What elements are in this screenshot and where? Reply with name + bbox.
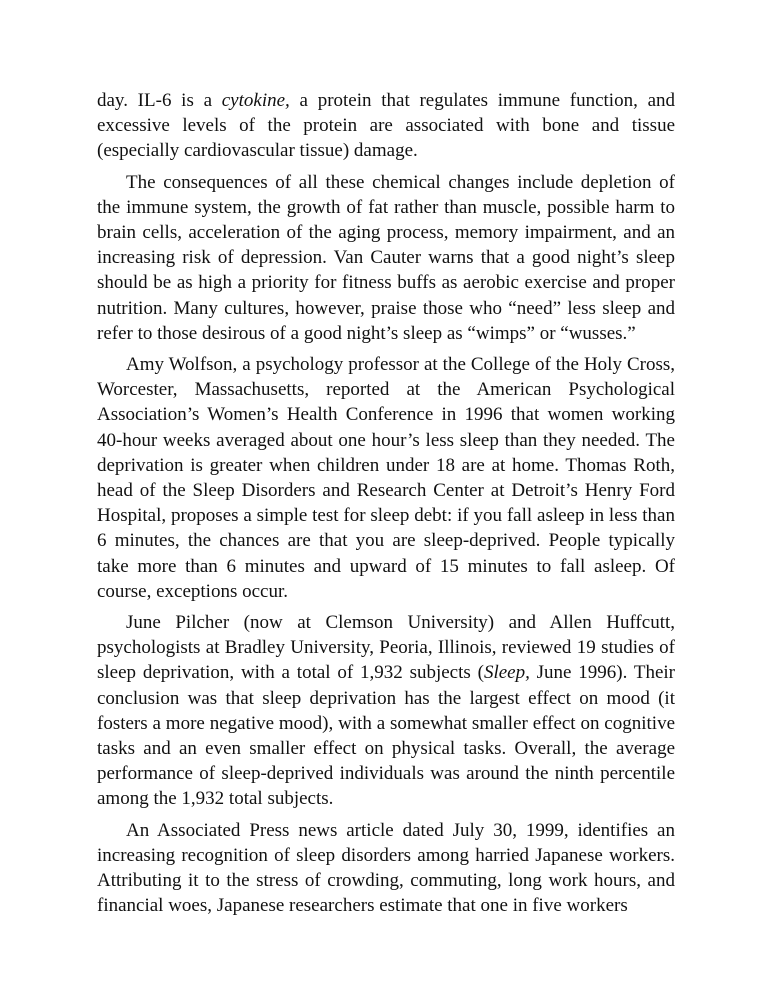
- text-run: An Associated Press news article dated July 30, 1999, identifies an increasing recognition of sleep disorders among harried Japanese workers. Attributing it to the stress of crowding, commuting, long work hours, and financial woes, Japanese researchers estimate that one in five workers: [97, 819, 675, 917]
- text-run-italic: Sleep,: [483, 662, 530, 684]
- text-run: day. IL-6 is a: [97, 90, 222, 111]
- text-run: The consequences of all these chemical changes include depletion of the immune system, the growth of fat rather than muscle, possible harm to brain cells, acceleration of the aging process, memory impairment, and an increasing risk of depression. Van Cauter warns that a good night’s sleep should be as high a priority for fitness buffs as aerobic exercise and proper nutrition. Many cultures, however, praise those who “need” less sleep and refer to those desirous of a good night’s sleep as “wimps” or “wusses.”: [97, 171, 675, 344]
- document-page: [97, 88, 675, 919]
- paragraph-consequences: [97, 170, 675, 346]
- paragraph-associated-press: [97, 818, 675, 919]
- paragraph-il6: [97, 88, 675, 164]
- paragraph-wolfson: [97, 352, 675, 604]
- text-run: June 1996). Their conclusion was that sleep deprivation has the largest effect on mood (it fosters a more negative mood), with a somewhat smaller effect on cognitive tasks and an even smaller effect on physical tasks. Overall, the average performance of sleep-deprived individuals was around the ninth percentile among the 1,932 total subjects.: [97, 662, 675, 810]
- text-run: a protein that regulates immune function, and excessive levels of the protein are associated with bone and tissue (especially cardiovascular tissue) damage.: [97, 90, 675, 162]
- text-run: Amy Wolfson, a psychology professor at the College of the Holy Cross, Worcester, Massachusetts, reported at the American Psychological Association’s Women’s Health Conference in 1996 that women working 40-hour weeks averaged about one hour’s less sleep than they needed. The deprivation is greater when children under 18 are at home. Thomas Roth, head of the Sleep Disorders and Research Center at Detroit’s Henry Ford Hospital, proposes a simple test for sleep debt: if you fall asleep in less than 6 minutes, the chances are that you are sleep-deprived. People typically take more than 6 minutes and upward of 15 minutes to fall asleep. Of course, exceptions occur.: [97, 354, 675, 602]
- text-run-italic: cytokine,: [221, 90, 290, 111]
- paragraph-pilcher: [97, 610, 675, 812]
- text-run: June Pilcher (now at Clemson University) and Allen Huffcutt, psychologists at Bradley University, Peoria, Illinois, reviewed 19 studies of sleep deprivation, with a total of 1,932 subjects (: [97, 612, 675, 684]
